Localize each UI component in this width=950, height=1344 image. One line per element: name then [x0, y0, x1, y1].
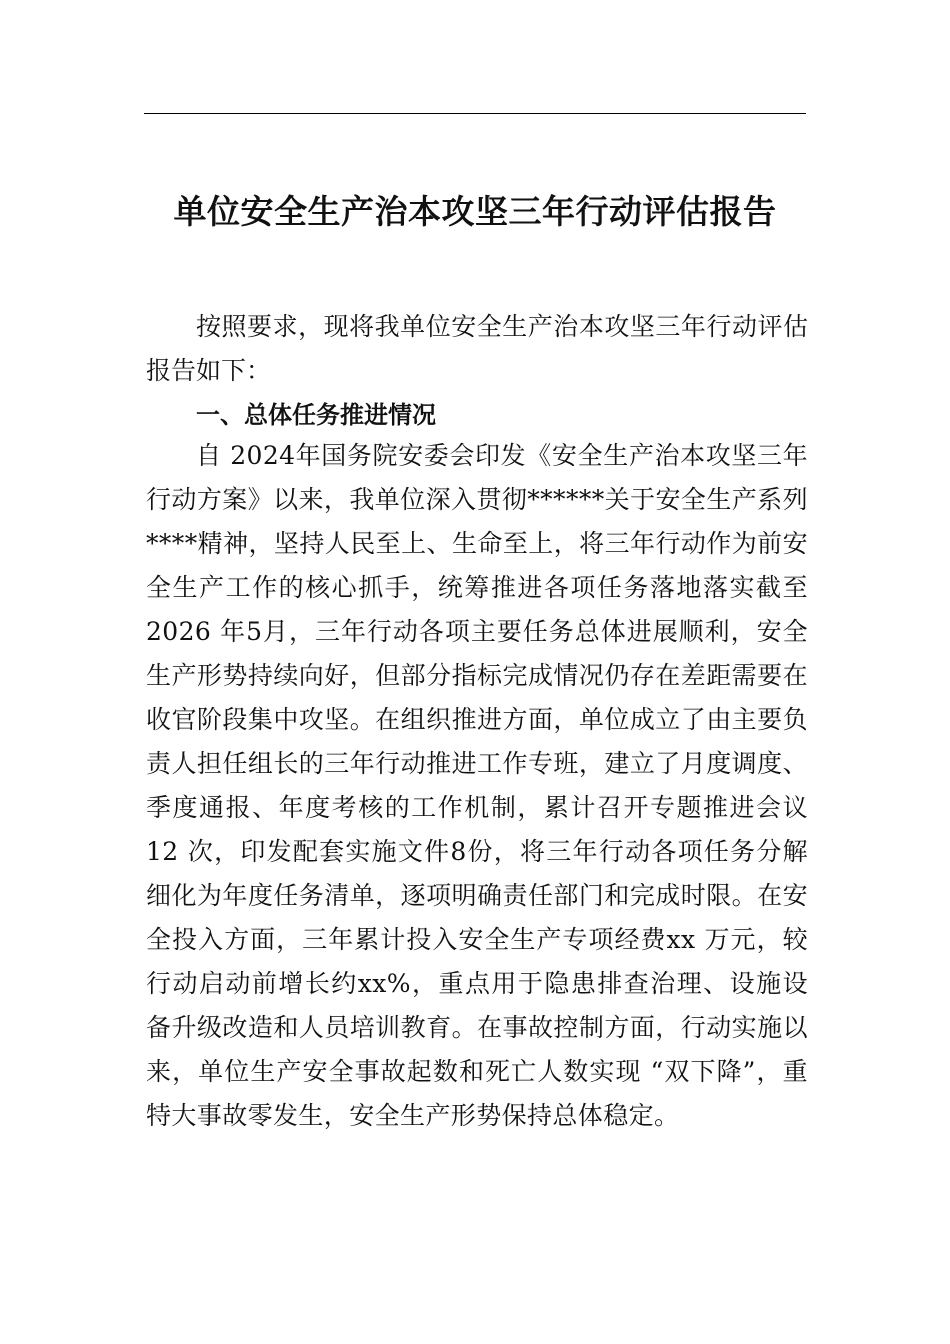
header-rule [144, 113, 806, 114]
document-title: 单位安全生产治本攻坚三年行动评估报告 [173, 192, 777, 231]
intro-paragraph: 按照要求，现将我单位安全生产治本攻坚三年行动评估报告如下： [146, 312, 808, 385]
section-heading: 一、总体任务推进情况 [196, 401, 436, 429]
section-paragraph: 自 2024年国务院安委会印发《安全生产治本攻坚三年行动方案》以来，我单位深入贯彻******关于安全生产系列****精神，坚持人民至上、生命至上，将三年行动作为前安全生产工作的核心抓手，统筹推进各项任务落地落实截至2026 年5月，三年行动各项主要任务总体进展顺利，安全生产形势持续向好，但部分指标完成情况仍存在差距需要在收官阶段集中攻坚。在组织推进方面，单位成立了由主要负责人担任组长的三年行动推进工作专班，建立了月度调度、季度通报、年度考核的工作机制，累计召开专题推进会议12 次，印发配套实施文件8份，将三年行动各项任务分解细化为年度任务清单，逐项明确责任部门和完成时限。在安全投入方面，三年累计投入安全生产专项经费xx 万元，较行动启动前增长约xx%，重点用于隐患排查治理、设施设备升级改造和人员培训教育。在事故控制方面，行动实施以来，单位生产安全事故起数和死亡人数实现 “双下降”，重特大事故零发生，安全生产形势保持总体稳定。 [146, 441, 808, 1130]
